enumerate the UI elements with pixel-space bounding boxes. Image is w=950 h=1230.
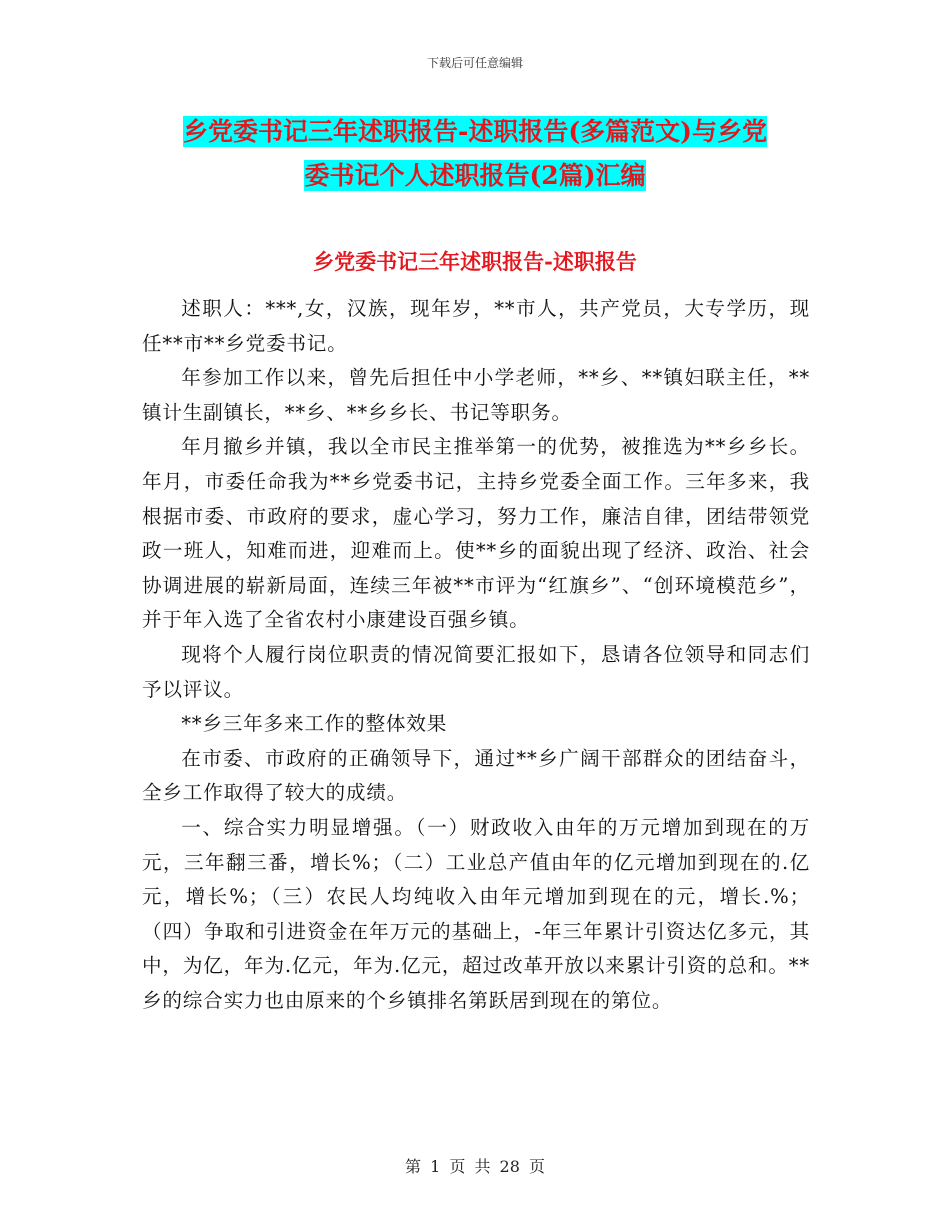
paragraph: 述职人：***,女，汉族，现年岁，**市人，共产党员，大专学历，现任**市**乡党委书记。 — [142, 297, 810, 355]
paragraph: 一、综合实力明显增强。（一）财政收入由年的万元增加到现在的万元，三年翻三番，增长%；（二）工业总产值由年的亿元增加到现在的.亿元，增长%；（三）农民人均纯收入由年元增加到现在的元，增长.%；（四）争取和引进资金在年万元的基础上，-年三年累计引资达亿多元，其中，为亿，年为.亿元，年为.亿元，超过改革开放以来累计引资的总和。**乡的综合实力也由原来的个乡镇排名第跃居到现在的第位。 — [142, 815, 810, 1012]
title-line-1: 乡党委书记三年述职报告-述职报告(多篇范文)与乡党 — [182, 117, 768, 146]
document-title — [140, 110, 810, 198]
paragraph: 在市委、市政府的正确领导下，通过**乡广阔干部群众的团结奋斗，全乡工作取得了较大的成绩。 — [142, 746, 810, 805]
paragraph: **乡三年多来工作的整体效果 — [181, 712, 448, 736]
title-line-2: 委书记个人述职报告(2篇)汇编 — [304, 161, 646, 190]
header-note: 下载后可任意编辑 — [426, 56, 523, 70]
paragraph: 年参加工作以来，曾先后担任中小学老师，**乡、**镇妇联主任，**镇计生副镇长，**乡、**乡乡长、书记等职务。 — [142, 366, 810, 424]
page-footer: 第 1 页 共 28 页 — [405, 1157, 545, 1176]
paragraph: 现将个人履行岗位职责的情况简要汇报如下，恳请各位领导和同志们予以评议。 — [142, 642, 810, 701]
document-body — [142, 292, 810, 1018]
paragraph: 年月撤乡并镇，我以全市民主推举第一的优势，被推选为**乡乡长。年月，市委任命我为**乡党委书记，主持乡党委全面工作。三年多来，我根据市委、市政府的要求，虚心学习，努力工作，廉洁自律，团结带领党政一班人，知难而进，迎难而上。使**乡的面貌出现了经济、政治、社会协调进展的崭新局面，连续三年被**市评为“红旗乡”、“创环境模范乡”，并于年入选了全省农村小康建设百强乡镇。 — [142, 435, 810, 632]
section-title: 乡党委书记三年述职报告-述职报告 — [313, 249, 637, 274]
